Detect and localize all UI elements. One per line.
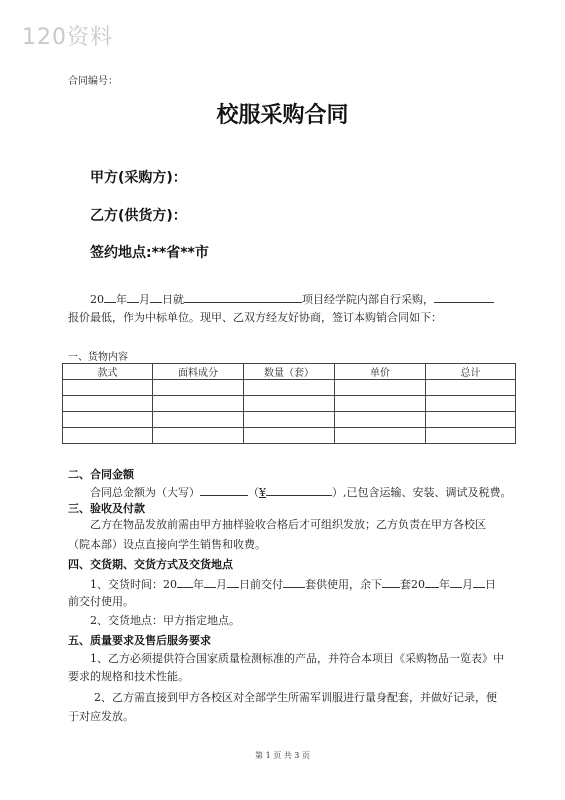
section-5-title: 五、质量要求及售后服务要求 [68,634,211,647]
amount-words-blank[interactable] [200,483,248,496]
goods-section-label: 一、货物内容 [68,352,128,363]
delivery-place-line: 2、交货地点：甲方指定地点。 [90,614,240,627]
intro-line-1: 20 年 月 日就 项目经学院内部自行采购， [90,290,494,308]
contract-amount-line: 合同总金额为（大写） （¥ ）,已包含运输、安装、调试及税费。 [90,483,512,501]
header-style: 款式 [63,364,153,380]
watermark: 120资料 [22,25,113,50]
table-row [63,380,516,396]
section-5-line-4: 于对应发放。 [68,710,134,723]
section-3-title: 三、验收及付款 [68,502,145,515]
signing-place: 签约地点:**省**市 [90,245,209,261]
intro-line-2: 报价最低，作为中标单位。现甲、乙双方经友好协商，签订本购销合同如下： [68,311,442,324]
table-row [63,412,516,428]
contract-number-label: 合同编号： [68,76,118,87]
section-4-line-2: 前交付使用。 [68,595,134,608]
party-b-label: 乙方(供货方)： [90,208,187,224]
amount-figures-blank[interactable] [266,483,332,496]
goods-table [62,363,516,444]
section-4-title: 四、交货期、交货方式及交货地点 [68,558,233,571]
vendor-blank[interactable] [434,290,494,303]
section-5-line-1: 1、乙方必须提供符合国家质量检测标准的产品，并符合本项目《采购物品一览表》中 [90,652,504,665]
section-2-title: 二、合同金额 [68,468,134,481]
table-header-row [63,364,516,380]
page-footer: 第 1 页 共 3 页 [255,751,310,760]
section-3-line-1: 乙方在物品发放前需由甲方抽样验收合格后才可组织发放；乙方负责在甲方各校区 [90,518,486,531]
section-3-line-2: （院本部）设点直接向学生销售和收费。 [68,538,266,551]
table-row [63,428,516,444]
header-quantity: 数量（套） [244,364,335,380]
table-row [63,396,516,412]
header-total: 总计 [426,364,516,380]
delivery-time-line: 1、交货时间：20 年 月 日前交付 套供使用，余下 套20 年 月 日 [90,575,496,593]
document-title: 校服采购合同 [216,103,349,128]
header-unit-price: 单价 [335,364,426,380]
header-fabric: 面料成分 [153,364,244,380]
project-blank[interactable] [184,290,302,303]
party-a-label: 甲方(采购方)： [90,170,187,186]
section-5-line-2: 要求的规格和技术性能。 [68,670,189,683]
section-5-line-3: 2、乙方需直接到甲方各校区对全部学生所需军训服进行量身配套，并做好记录，便 [94,691,497,704]
